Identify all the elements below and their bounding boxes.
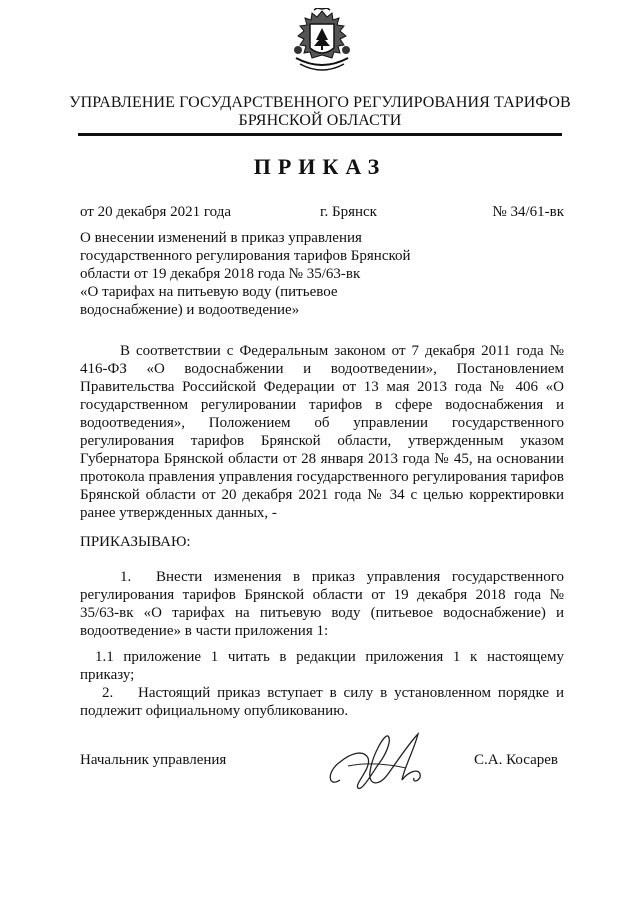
- signatory-position: Начальник управления: [80, 752, 227, 768]
- document-date: от 20 декабря 2021 года: [80, 204, 232, 220]
- document-number: № 34/61-вк: [492, 204, 564, 220]
- signatory-name: С.А. Косарев: [474, 752, 558, 768]
- header-divider: [78, 133, 562, 136]
- document-title: ПРИКАЗ: [253, 154, 387, 179]
- order-item-text: Настоящий приказ вступает в силу в установленном порядке и подлежит официальному опубликованию.: [80, 685, 564, 719]
- document-subject: [80, 229, 410, 319]
- organization-name: [0, 94, 640, 130]
- order-item-number: 2.: [102, 685, 114, 701]
- subject-line: «О тарифах на питьевую воду (питьевое: [80, 284, 338, 300]
- preamble-paragraph: В соответствии с Федеральным законом от 7 декабря 2011 года № 416-ФЗ «О водоснабжении и водоотведении», Постановлением Правительства Российской Федерации от 13 мая 2013 года № 406 «О государственном регулировании тарифов в сфере водоснабжения и водоотведения», Положением об управлении государственного регулирования тарифов Брянской области, утвержденным указом Губернатора Брянской области от 28 января 2013 года № 45, на основании протокола правления управления государственного регулирования тарифов Брянской области от 20 декабря 2021 года № 34 с целью корректировки ранее утвержденных данных, -: [80, 343, 564, 521]
- document-city: г. Брянск: [320, 204, 377, 220]
- order-item-text: Внести изменения в приказ управления государственного регулирования тарифов Брянской области от 19 декабря 2018 года № 35/63-вк «О тарифах на питьевую воду (питьевое водоснабжение) и водоотведение» в части приложения 1:: [80, 569, 564, 639]
- order-item-2: [80, 684, 564, 720]
- coat-of-arms-icon: [286, 8, 358, 80]
- subject-line: водоснабжение) и водоотведение»: [80, 302, 300, 318]
- order-item-1: [80, 568, 564, 640]
- order-word: ПРИКАЗЫВАЮ:: [80, 534, 191, 550]
- handwritten-signature: [318, 728, 448, 798]
- order-item-number: 1.: [120, 569, 132, 585]
- subject-line: государственного регулирования тарифов Брянской: [80, 248, 411, 264]
- organization-line-2: БРЯНСКОЙ ОБЛАСТИ: [238, 112, 402, 129]
- order-subitem-1-1: 1.1 приложение 1 читать в редакции приложения 1 к настоящему приказу;: [80, 649, 564, 683]
- subject-line: О внесении изменений в приказ управления: [80, 230, 362, 246]
- organization-line-1: УПРАВЛЕНИЕ ГОСУДАРСТВЕННОГО РЕГУЛИРОВАНИЯ ТАРИФОВ: [69, 94, 571, 111]
- subject-line: области от 19 декабря 2018 года № 35/63-вк: [80, 266, 361, 282]
- order-items: [80, 568, 564, 720]
